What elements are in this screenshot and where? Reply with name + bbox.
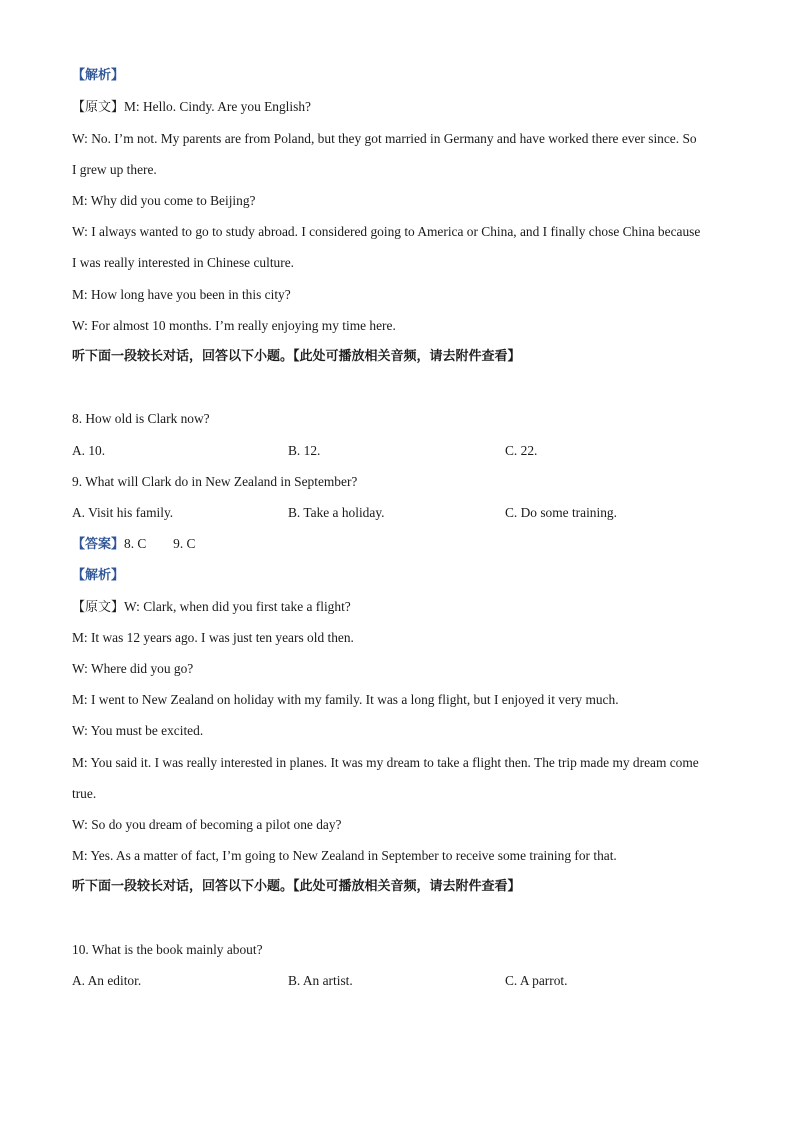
analysis-heading-1: 【解析】 <box>72 68 125 83</box>
option-a: A. An editor. <box>72 973 142 988</box>
analysis-heading-2: 【解析】 <box>72 568 125 583</box>
transcript-text: W: Clark, when did you first take a flight? <box>124 599 351 614</box>
transcript-line: W: No. I’m not. My parents are from Poland, but they got married in Germany and have worked there ever since. So <box>72 131 697 146</box>
listening-instruction: 听下面一段较长对话，回答以下小题。【此处可播放相关音频，请去附件查看】 <box>72 349 521 364</box>
listening-instruction: 听下面一段较长对话，回答以下小题。【此处可播放相关音频，请去附件查看】 <box>72 879 521 894</box>
question-text: 9. What will Clark do in New Zealand in September? <box>72 474 358 489</box>
transcript-label: 【原文】 <box>72 100 125 115</box>
transcript-line: W: Where did you go? <box>72 661 194 676</box>
transcript-line: M: It was 12 years ago. I was just ten years old then. <box>72 630 354 645</box>
question-text: 10. What is the book mainly about? <box>72 942 263 957</box>
option-b: B. An artist. <box>288 973 353 988</box>
answer-label: 【答案】 <box>72 537 125 552</box>
option-c: C. A parrot. <box>505 973 568 988</box>
option-c: C. Do some training. <box>505 505 617 520</box>
transcript-line: M: You said it. I was really interested in planes. It was my dream to take a flight then. The trip made my dream come <box>72 755 699 770</box>
option-a: A. Visit his family. <box>72 505 174 520</box>
transcript-line: M: I went to New Zealand on holiday with my family. It was a long flight, but I enjoyed it very much. <box>72 692 619 707</box>
answer-line <box>72 536 195 553</box>
transcript-line: M: Yes. As a matter of fact, I’m going to New Zealand in September to receive some training for that. <box>72 848 617 863</box>
option-b: B. Take a holiday. <box>288 505 385 520</box>
transcript-text: M: Hello. Cindy. Are you English? <box>124 99 311 114</box>
transcript-line <box>72 99 311 116</box>
transcript-line: I grew up there. <box>72 162 157 177</box>
option-b: B. 12. <box>288 443 321 458</box>
transcript-line: W: For almost 10 months. I’m really enjoying my time here. <box>72 318 396 333</box>
option-a: A. 10. <box>72 443 106 458</box>
question-text: 8. How old is Clark now? <box>72 411 210 426</box>
transcript-line: W: You must be excited. <box>72 723 204 738</box>
transcript-line: W: So do you dream of becoming a pilot one day? <box>72 817 342 832</box>
answer-text: 8. C 9. C <box>124 536 196 551</box>
transcript-label: 【原文】 <box>72 600 125 615</box>
transcript-line: M: How long have you been in this city? <box>72 287 291 302</box>
transcript-line: I was really interested in Chinese culture. <box>72 255 294 270</box>
transcript-line: M: Why did you come to Beijing? <box>72 193 256 208</box>
transcript-line <box>72 599 351 616</box>
transcript-line: true. <box>72 786 97 801</box>
option-c: C. 22. <box>505 443 538 458</box>
transcript-line: W: I always wanted to go to study abroad. I considered going to America or China, and I finally chose China because <box>72 224 701 239</box>
